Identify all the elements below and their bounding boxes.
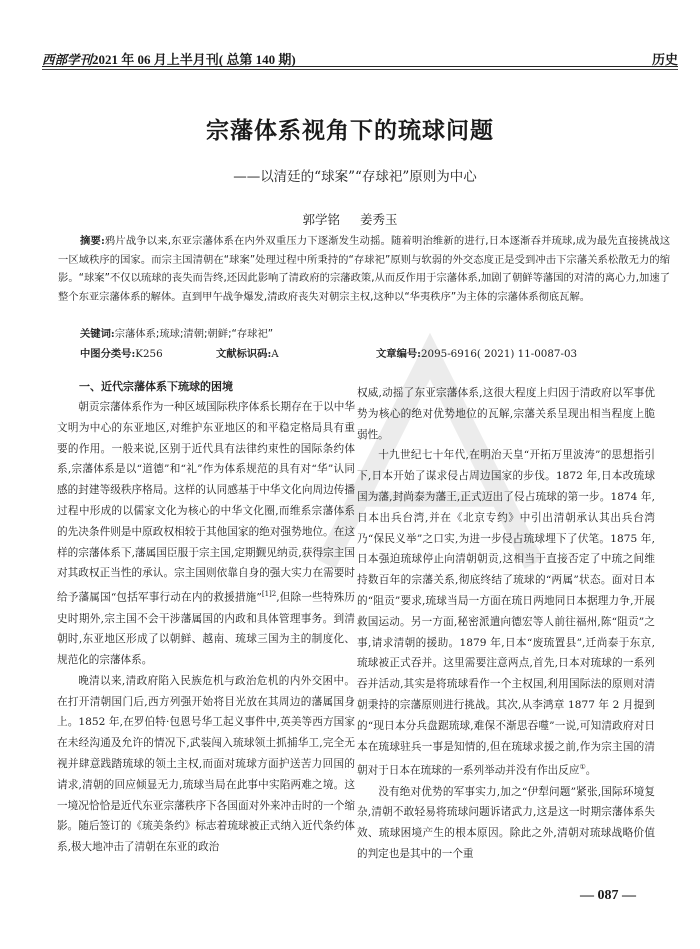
clc-number bbox=[80, 345, 163, 360]
keywords-text: 宗藩体系;琉球;清朝;朝鲜;“存球祀” bbox=[114, 328, 274, 340]
body-column-right bbox=[357, 383, 655, 865]
authors bbox=[0, 210, 700, 228]
article-title: 宗藩体系视角下的琉球问题 bbox=[206, 117, 494, 144]
doc-code bbox=[216, 345, 279, 360]
issue-info: 2021 年 06 月上半月刊( 总第 140 期) bbox=[92, 52, 296, 67]
citation-marker: [1]2 bbox=[261, 590, 277, 599]
body-paragraph: 晚清以来,清政府陷入民族危机与政治危机的内外交困中。在打开清朝国门后,西方列强开始将目光放在其周边的藩属国身上。1852 年,在罗伯特·包恩号华工起义事件中,英美等西方国家在未经沟通及允许的情况下,武装闯入琉球领土抓捕华工,完全无视并肆意践踏琉球的领土主权,而面对琉球方面护送苦力回国的请求,清朝的回应倾显无力,琉球当局在此事中实陷两难之境。这一境况恰恰是近代东亚宗藩秩序下各国面对外来冲击时的一个缩影。随后签订的《琉美条约》标志着琉球被正式纳入近代条约体系,极大地冲击了清朝在东亚的政治 bbox=[57, 674, 355, 854]
clc-value: K256 bbox=[135, 348, 163, 360]
doc-code-label: 文献标识码: bbox=[216, 348, 272, 360]
section-heading: 一、近代宗藩体系下琉球的困境 bbox=[79, 380, 233, 393]
body-column-left bbox=[57, 376, 355, 858]
body-paragraph: 没有绝对优势的军事实力,加之“伊犁问题”紧张,国际环境复杂,清朝不敢轻易将琉球问题诉诸武力,这是这一时期宗藩体系失效、琉球困境产生的根本原因。除此之外,清朝对琉球战略价值的判定也是其中的一个重 bbox=[357, 785, 655, 861]
page-number: — 087 — bbox=[580, 888, 636, 903]
keywords-label: 关键词: bbox=[80, 328, 115, 340]
header-rule bbox=[42, 66, 678, 67]
article-number bbox=[376, 345, 577, 360]
clc-label: 中图分类号: bbox=[80, 348, 136, 360]
doc-code-value: A bbox=[271, 348, 279, 360]
body-paragraph: 十九世纪七十年代,在明治天皇“开拓万里波涛”的思想指引下,日本开始了谋求侵占周边国家的步伐。1872 年,日本改琉球国为藩,封尚泰为藩王,正式迈出了侵占琉球的第一步。1874 年,日本出兵台湾,并在《北京专约》中引出清朝承认其出兵台湾乃“保民义举”之口实,为进一步侵占琉球埋下了伏笔。1875 年,日本强迫琉球停止向清朝朝贡,这相当于直接否定了中琉之间维持数百年的宗藩关系,彻底终结了琉球的“两属”状态。面对日本的“阻贡”要求,琉球当局一方面在琉日两地同日本据理力争,开展救国运动。另一方面,秘密派遣向德宏等人前往福州,陈“阻贡”之事,请求清朝的援助。1879 年,日本“废琉置县”,迁尚泰于东京,琉球被正式吞并。这里需要注意两点,首先,日本对琉球的一系列吞并活动,其实是将琉球看作一个主权国,利用国际法的原则对清朝秉持的宗藩原则进行挑战。其次,从李鸿章 1877 年 2 月提到的“现日本分兵盘踞琉球,难保不渐思吞噬”一说,可知清政府对日本在琉球驻兵一事是知情的,但在琉球求援之前,作为宗主国的清朝对于日本在琉球的一系列举动并没有作出反应①。 bbox=[357, 449, 655, 777]
body-paragraph: 权威,动摇了东亚宗藩体系,这很大程度上归因于清政府以军事优势为核心的绝对优势地位的瓦解,宗藩关系呈现出相当程度上脆弱性。 bbox=[357, 387, 655, 441]
body-paragraph bbox=[57, 397, 355, 671]
abstract-text: 鸦片战争以来,东亚宗藩体系在内外双重压力下逐渐发生动摇。随着明治维新的进行,日本逐渐吞并琉球,成为最先直接挑战这一区域秩序的国家。而宗主国清朝在“球案”处理过程中所秉持的“存球祀”原则与软弱的外交态度正是受到冲击下宗藩关系松散无力的缩影。“球案”不仅以琉球的丧失而告终,还因此影响了清政府的宗藩政策,从而反作用于宗藩体系,加剧了朝鲜等藩国的对清的离心力,加速了整个东亚宗藩体系的解体。直到甲午战争爆发,清政府丧失对朝宗主权,这种以“华夷秩序”为主体的宗藩体系彻底瓦解。 bbox=[58, 235, 670, 303]
footnote-marker: ① bbox=[579, 763, 586, 772]
paragraph-text: 十九世纪七十年代,在明治天皇“开拓万里波涛”的思想指引下,日本开始了谋求侵占周边国家的步伐。1872 年,日本改琉球国为藩,封尚泰为藩王,正式迈出了侵占琉球的第一步。1874 年,日本出兵台湾,并在《北京专约》中引出清朝承认其出兵台湾乃“保民义举”之口实,为进一步侵占琉球埋下了伏笔。1875 年,日本强迫琉球停止向清朝朝贡,这相当于直接否定了中琉之间维持数百年的宗藩关系,彻底终结了琉球的“两属”状态。面对日本的“阻贡”要求,琉球当局一方面在琉日两地同日本据理力争,开展救国运动。另一方面,秘密派遣向德宏等人前往福州,陈“阻贡”之事,请求清朝的援助。1879 年,日本“废琉置县”,迁尚泰于东京,琉球被正式吞并。这里需要注意两点,首先,日本对琉球的一系列吞并活动,其实是将琉球看作一个主权国,利用国际法的原则对清朝秉持的宗藩原则进行挑战。其次,从李鸿章 1877 年 2 月提到的“现日本分兵盘踞琉球,难保不渐思吞噬”一说,可知清政府对日本在琉球驻兵一事是知情的,但在琉球求援之前,作为宗主国的清朝对于日本在琉球的一系列举动并没有作出反应 bbox=[357, 449, 655, 777]
author: 姜秀玉 bbox=[359, 212, 398, 227]
paragraph-text: ,但除一些特殊历史时期外,宗主国不会干涉藩属国的内政和具体管理事务。到清朝时,东亚地区形成了以朝鲜、越南、琉球三国为主的制度化、规范化的宗藩体系。 bbox=[57, 591, 355, 667]
article-no-label: 文章编号: bbox=[376, 348, 421, 360]
paragraph-text: 朝贡宗藩体系作为一种区域国际秩序体系长期存在于以中华文明为中心的东亚地区,对维护东亚地区的和平稳定格局具有重要的作用。一般来说,区别于近代具有法律约束性的国际条约体系,宗藩体系是以“道德”和“礼”作为体系规范的具有对“华”认同感的封建等级秩序格局。这样的认同感基于中华文化向周边传播过程中形成的以儒家文化为核心的中华文化圈,而维系宗藩体系的先决条件则是中原政权相较于其他国家的绝对强势地位。在这样的宗藩体系下,藩属国臣服于宗主国,定期觐见纳贡,获得宗主国对其政权正当性的承认。宗主国则依靠自身的强大实力在需要时给予藩属国“包括军事行动在内的救援措施” bbox=[57, 401, 355, 604]
journal-logo: 西部学刊 bbox=[42, 52, 93, 67]
author: 郭学铭 bbox=[302, 212, 340, 227]
article-no-value: 2095-6916( 2021) 11-0087-03 bbox=[421, 348, 578, 360]
abstract-label: 摘要: bbox=[80, 235, 105, 247]
keywords bbox=[80, 325, 273, 340]
article-subtitle: ——以清廷的“球案”“存球祀”原则为中心 bbox=[233, 169, 477, 185]
section-label: 历史 bbox=[651, 52, 678, 67]
abstract bbox=[58, 232, 670, 306]
header-rule-thin bbox=[42, 69, 678, 70]
